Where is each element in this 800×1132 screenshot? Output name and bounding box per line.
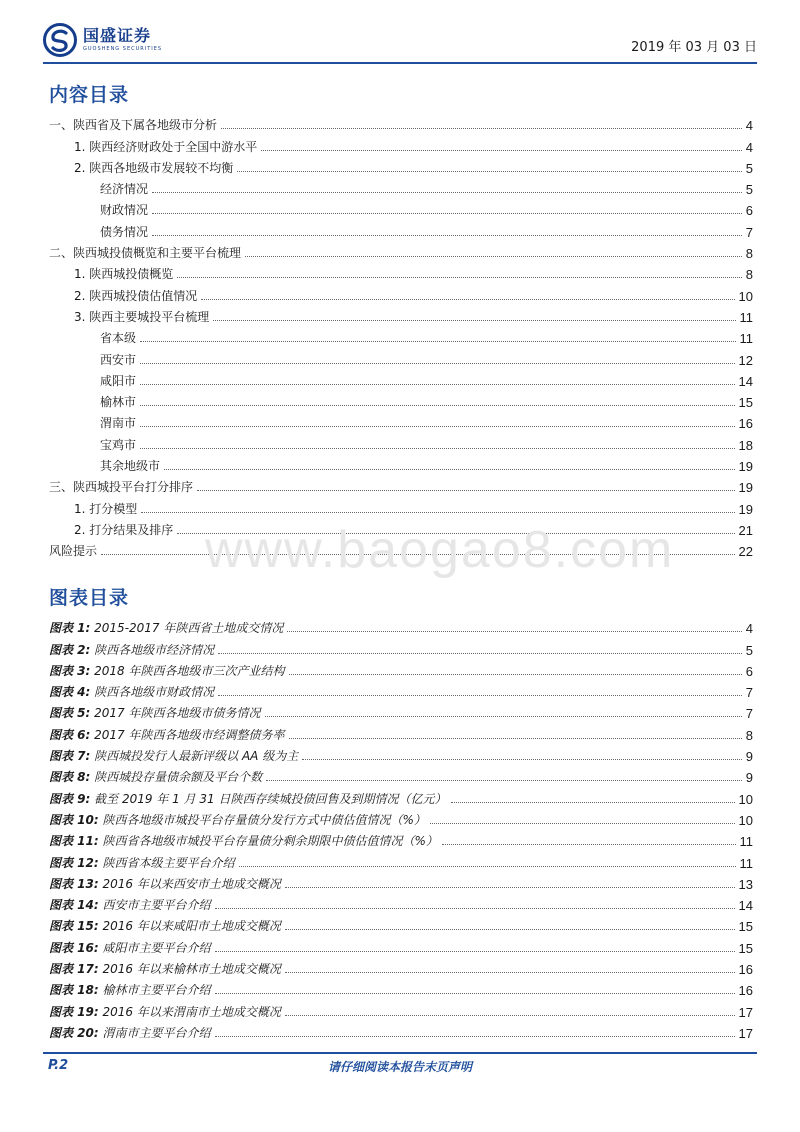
toc-page-number: 9 [745, 770, 753, 786]
toc-page-number: 5 [745, 160, 753, 176]
figure-entry[interactable] [49, 679, 753, 700]
toc-entry-label: 宝鸡市 [100, 437, 137, 452]
dot-leader [201, 299, 734, 300]
figure-number: 图表 15: [49, 919, 99, 934]
figure-caption: 西安市主要平台介绍 [102, 898, 211, 913]
dot-leader [239, 866, 736, 867]
figure-entry[interactable] [49, 721, 753, 742]
figure-number: 图表 1: [49, 621, 91, 636]
figure-entry[interactable] [49, 913, 753, 934]
toc-entry-label: 三、陕西城投平台打分排序 [49, 480, 194, 495]
toc-page-number: 4 [745, 118, 753, 134]
dot-leader [289, 674, 742, 675]
toc-page-number: 13 [738, 876, 753, 892]
figure-caption: 2016 年以来西安市土地成交概况 [102, 876, 281, 891]
figure-caption: 陕西各地级市城投平台存量债分发行方式中债估值情况（%） [102, 812, 426, 827]
toc-entry-label [49, 726, 287, 743]
dot-leader [237, 171, 742, 172]
toc-entry-label: 1. 陕西经济财政处于全国中游水平 [74, 139, 258, 154]
figure-entry[interactable] [49, 764, 753, 785]
figure-entry[interactable] [49, 956, 753, 977]
figure-caption: 陕西各地级市经济情况 [94, 642, 215, 657]
dot-leader [177, 277, 742, 278]
figure-number: 图表 17: [49, 962, 99, 977]
toc-entry-label [49, 1024, 213, 1041]
toc-page-number: 4 [745, 139, 753, 155]
toc-page-number: 21 [738, 522, 753, 538]
toc-entry-label [49, 768, 264, 785]
figure-caption: 渭南市主要平台介绍 [102, 1025, 211, 1040]
dot-leader [287, 631, 741, 632]
toc-page-number: 14 [738, 373, 753, 389]
toc-page-number: 9 [745, 749, 753, 765]
dot-leader [289, 738, 742, 739]
guosheng-logo-icon [43, 23, 77, 57]
figure-number: 图表 3: [49, 663, 91, 678]
dot-leader [140, 341, 735, 342]
figure-caption: 2016 年以来咸阳市土地成交概况 [102, 919, 281, 934]
toc-page-number: 11 [739, 855, 753, 871]
toc-entry[interactable] [49, 325, 753, 346]
toc-entry-label [49, 619, 285, 636]
figure-number: 图表 10: [49, 812, 99, 827]
figure-number: 图表 5: [49, 706, 91, 721]
figure-caption: 陕西城投存量债余额及平台个数 [94, 770, 263, 785]
dot-leader [442, 844, 736, 845]
figure-entry[interactable] [49, 871, 753, 892]
dot-leader [302, 759, 742, 760]
figure-entry[interactable] [49, 785, 753, 806]
toc-entry[interactable] [49, 304, 753, 325]
figure-caption: 陕西省本级主要平台介绍 [102, 855, 235, 870]
dot-leader [218, 653, 742, 654]
dot-leader [213, 320, 735, 321]
toc-entry[interactable] [49, 495, 753, 516]
toc-page-number: 12 [738, 352, 753, 368]
figure-entry[interactable] [49, 807, 753, 828]
dot-leader [215, 908, 735, 909]
logo-chinese-name: 国盛证券 [83, 26, 152, 45]
toc-page-number: 6 [745, 203, 753, 219]
toc-page-number: 7 [745, 224, 753, 240]
toc-entry-label: 财政情况 [100, 203, 149, 218]
toc-page-number: 22 [738, 544, 753, 560]
company-logo [43, 22, 162, 58]
toc-entry-label: 西安市 [100, 352, 137, 367]
figures-list [49, 615, 753, 1041]
dot-leader [215, 1036, 735, 1037]
dot-leader [164, 469, 735, 470]
toc-entry-label [49, 960, 283, 977]
figure-entry[interactable] [49, 849, 753, 870]
toc-entry-label [49, 917, 283, 934]
toc-entry[interactable] [49, 368, 753, 389]
toc-page-number: 16 [738, 983, 753, 999]
toc-entry-label: 风险提示 [49, 544, 98, 559]
toc-page-number: 5 [745, 182, 753, 198]
figure-number: 图表 13: [49, 876, 99, 891]
toc-entry[interactable] [49, 197, 753, 218]
toc-page-number: 11 [739, 834, 753, 850]
toc-entry[interactable] [49, 410, 753, 431]
figure-number: 图表 11: [49, 834, 99, 849]
toc-page-number: 17 [738, 1025, 753, 1041]
toc-page-number: 19 [738, 501, 753, 517]
toc-page-number: 8 [745, 267, 753, 283]
toc-entry-label [49, 704, 263, 721]
toc-page-number: 19 [738, 459, 753, 475]
dot-leader [140, 448, 735, 449]
toc-page-number: 7 [745, 685, 753, 701]
figure-number: 图表 7: [49, 749, 91, 764]
dot-leader [152, 235, 742, 236]
figure-entry[interactable] [49, 700, 753, 721]
toc-entry-label [49, 875, 283, 892]
toc-page-number: 6 [745, 663, 753, 679]
toc-page-number: 18 [738, 437, 753, 453]
figure-caption: 陕西城投发行人最新评级以 AA 级为主 [94, 749, 299, 764]
logo-english-name: GUOSHENG SECURITIES [83, 46, 163, 52]
toc-page-number: 10 [738, 812, 753, 828]
toc-entry-label [49, 747, 300, 764]
report-date: 2019 年 03 月 03 日 [631, 40, 757, 55]
dot-leader [218, 695, 742, 696]
toc-entry-label [49, 662, 287, 679]
toc-entry-label: 1. 打分模型 [74, 501, 138, 516]
dot-leader [140, 384, 735, 385]
toc-entry-label [49, 854, 237, 871]
toc-entry-label [49, 1003, 283, 1020]
toc-entry-label: 省本级 [100, 331, 137, 346]
toc-page-number: 15 [738, 919, 753, 935]
toc-entry-label: 榆林市 [100, 395, 137, 410]
toc-page-number: 8 [745, 727, 753, 743]
toc-entry-label: 二、陕西城投债概览和主要平台梳理 [49, 246, 242, 261]
figure-number: 图表 9: [49, 791, 91, 806]
figure-entry[interactable] [49, 615, 753, 636]
toc-entry-label [49, 811, 428, 828]
toc-entry[interactable] [49, 431, 753, 452]
figure-entry[interactable] [49, 1020, 753, 1041]
figure-caption: 2018 年陕西各地级市三次产业结构 [94, 663, 285, 678]
toc-page-number: 11 [739, 309, 753, 325]
dot-leader [285, 1015, 735, 1016]
toc-page-number: 4 [745, 621, 753, 637]
dot-leader [140, 426, 735, 427]
figure-entry[interactable] [49, 658, 753, 679]
toc-entry[interactable] [49, 112, 753, 133]
toc-entry[interactable] [49, 474, 753, 495]
toc-entry-label: 其余地级市 [100, 459, 161, 474]
page-header [43, 22, 757, 62]
toc-entry[interactable] [49, 155, 753, 176]
dot-leader [215, 993, 735, 994]
toc-entry-label: 2. 打分结果及排序 [74, 522, 174, 537]
figure-number: 图表 19: [49, 1004, 99, 1019]
figure-entry[interactable] [49, 977, 753, 998]
figure-caption: 2017 年陕西各地级市债务情况 [94, 706, 261, 721]
toc-entry-label: 一、陕西省及下属各地级市分析 [49, 118, 218, 133]
dot-leader [140, 363, 735, 364]
toc-page-number: 19 [738, 480, 753, 496]
figure-number: 图表 14: [49, 898, 99, 913]
figure-entry[interactable] [49, 636, 753, 657]
figure-caption: 咸阳市主要平台介绍 [102, 940, 211, 955]
dot-leader [152, 213, 742, 214]
dot-leader [266, 780, 742, 781]
toc-page-number: 14 [738, 898, 753, 914]
toc-page-number: 5 [745, 642, 753, 658]
toc-entry-label: 咸阳市 [100, 373, 137, 388]
dot-leader [152, 192, 742, 193]
figure-caption: 截至 2019 年 1 月 31 日陕西存续城投债回售及到期情况（亿元） [94, 791, 447, 806]
figure-number: 图表 2: [49, 642, 91, 657]
figure-number: 图表 16: [49, 940, 99, 955]
toc-page-number: 15 [738, 940, 753, 956]
dot-leader [285, 972, 735, 973]
dot-leader [221, 128, 742, 129]
toc-entry-label: 渭南市 [100, 416, 137, 431]
figure-entry[interactable] [49, 892, 753, 913]
figure-caption: 2016 年以来榆林市土地成交概况 [102, 962, 281, 977]
toc-entry-label [49, 790, 449, 807]
figure-entry[interactable] [49, 828, 753, 849]
toc-entry[interactable] [49, 218, 753, 239]
header-divider [43, 62, 757, 64]
figure-entry[interactable] [49, 743, 753, 764]
dot-leader [141, 512, 734, 513]
figure-entry[interactable] [49, 998, 753, 1019]
figure-caption: 2017 年陕西各地级市经调整债务率 [94, 727, 285, 742]
toc-page-number: 7 [745, 706, 753, 722]
toc-entry-label: 经济情况 [100, 182, 149, 197]
toc-entry[interactable] [49, 261, 753, 282]
toc-page-number: 10 [738, 288, 753, 304]
figure-number: 图表 4: [49, 685, 91, 700]
toc-entry-label: 2. 陕西各地级市发展较不均衡 [74, 160, 234, 175]
toc-page-number: 10 [738, 791, 753, 807]
dot-leader [430, 823, 735, 824]
figure-number: 图表 8: [49, 770, 91, 785]
dot-leader [140, 405, 735, 406]
figure-caption: 榆林市主要平台介绍 [102, 983, 211, 998]
dot-leader [265, 716, 742, 717]
toc-page-number: 16 [738, 416, 753, 432]
toc-entry[interactable] [49, 346, 753, 367]
toc-page-number: 11 [739, 331, 753, 347]
figures-title: 图表目录 [49, 587, 130, 609]
figure-caption: 陕西各地级市财政情况 [94, 685, 215, 700]
dot-leader [245, 256, 742, 257]
contents-title: 内容目录 [49, 84, 130, 106]
figure-number: 图表 18: [49, 983, 99, 998]
toc-entry-label [49, 641, 216, 658]
dot-leader [215, 951, 735, 952]
toc-entry[interactable] [49, 240, 753, 261]
figure-entry[interactable] [49, 934, 753, 955]
toc-entry-label [49, 981, 213, 998]
figure-caption: 2016 年以来渭南市土地成交概况 [102, 1004, 281, 1019]
toc-entry-label: 债务情况 [100, 224, 149, 239]
toc-page-number: 8 [745, 246, 753, 262]
disclaimer-note: 请仔细阅读本报告末页声明 [327, 1060, 472, 1074]
toc-page-number: 17 [738, 1004, 753, 1020]
toc-entry-label: 2. 陕西城投债估值情况 [74, 288, 198, 303]
toc-entry[interactable] [49, 389, 753, 410]
figure-number: 图表 20: [49, 1025, 99, 1040]
toc-entry[interactable] [49, 282, 753, 303]
toc-entry-label: 1. 陕西城投债概览 [74, 267, 174, 282]
toc-entry-label [49, 832, 440, 849]
footer-divider [43, 1052, 757, 1054]
contents-list [49, 112, 753, 559]
dot-leader [285, 887, 735, 888]
dot-leader [285, 929, 735, 930]
toc-entry-label [49, 939, 213, 956]
watermark: www.baogao8.com [205, 521, 675, 579]
dot-leader [197, 490, 735, 491]
figure-number: 图表 6: [49, 727, 91, 742]
page-number: P.2 [48, 1058, 69, 1073]
dot-leader [451, 802, 735, 803]
toc-entry[interactable] [49, 176, 753, 197]
toc-page-number: 16 [738, 962, 753, 978]
figure-caption: 2015-2017 年陕西省土地成交情况 [94, 621, 284, 636]
toc-entry[interactable] [49, 453, 753, 474]
figure-number: 图表 12: [49, 855, 99, 870]
toc-entry[interactable] [49, 133, 753, 154]
figure-caption: 陕西省各地级市城投平台存量债分剩余期限中债估值情况（%） [102, 834, 438, 849]
toc-entry-label [49, 896, 213, 913]
dot-leader [261, 150, 742, 151]
toc-entry-label [49, 683, 216, 700]
toc-entry-label: 3. 陕西主要城投平台梳理 [74, 309, 210, 324]
toc-page-number: 15 [738, 395, 753, 411]
